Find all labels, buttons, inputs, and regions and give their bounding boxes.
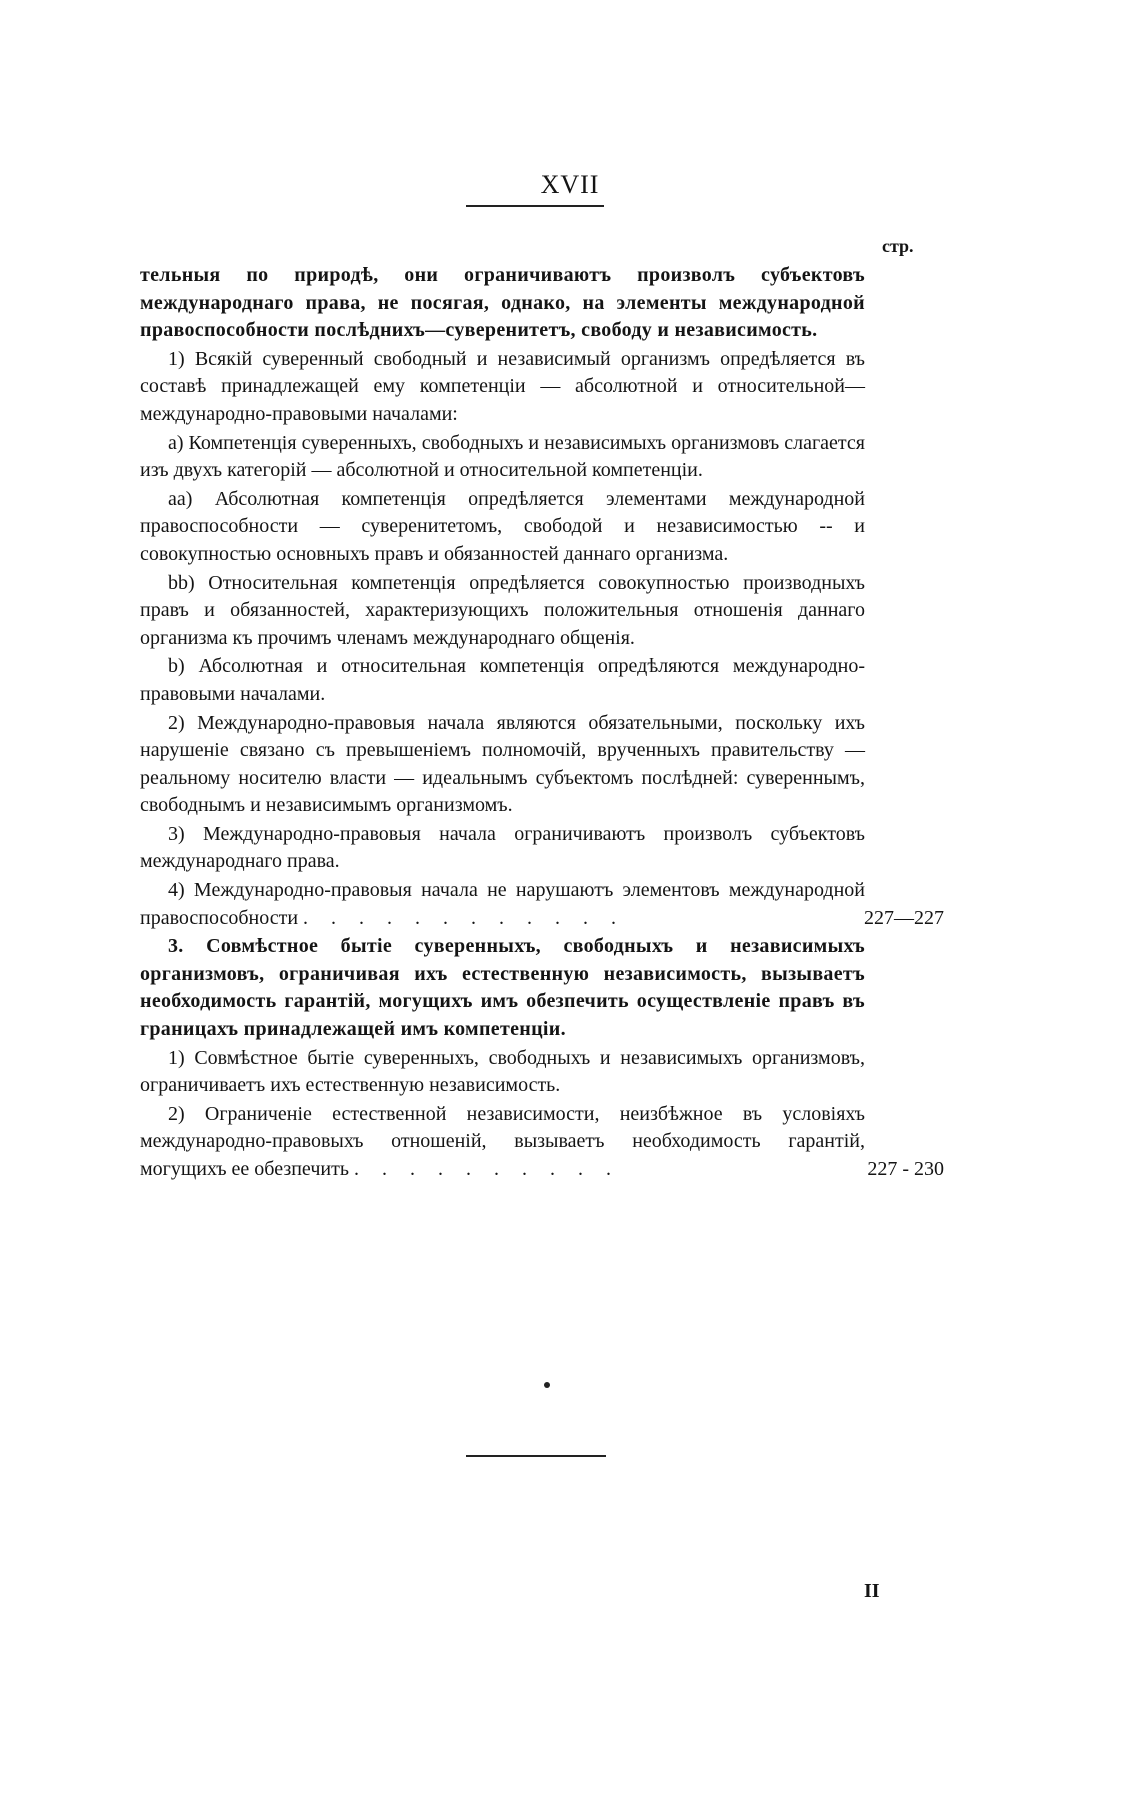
paragraph-item-a: a) Компетенція суверенныхъ, свободныхъ и независимыхъ организмовъ слагается изъ двухъ категорій — абсолютной и относительной компетенціи. [140,431,865,482]
page-range: 227—227 [864,906,944,929]
leader-dots: . . . . . . . . . . . . [303,906,626,929]
toc-entry-section3-item-2 [140,1101,944,1184]
page-column-label: стр. [882,236,914,256]
header-rule [466,205,604,207]
page-range: 227 - 230 [867,1158,944,1180]
page-number: XVII [540,170,600,199]
toc-entry-text: 2) Ограниченіе естественной независимости, неизбѣжное въ условіяхъ международно-правовыхъ отношеній, вызываетъ необходимость гарантій, могущихъ ее обезпечить [140,1102,865,1180]
paragraph-item-bb: bb) Относительная компетенція опредѣляется совокупностью производныхъ правъ и обязанностей, характеризующихъ положительныя отношенія даннаго организма къ прочимъ членамъ международнаго общенія. [140,571,865,649]
table-of-contents-body [140,262,944,1185]
toc-entry-text: 4) Международно-правовыя начала не нарушаютъ элементовъ международной правоспособности [140,879,865,929]
paragraph-item-2: 2) Международно-правовыя начала являются обязательными, поскольку ихъ нарушеніе связано съ превышеніемъ полномочій, врученныхъ правительству — реальному носителю власти — идеальнымъ субъектомъ послѣдней: сувереннымъ, свободнымъ и независимымъ организмомъ. [140,711,865,817]
signature-mark: II [864,1580,880,1602]
paragraph-section3-item-1: 1) Совмѣстное бытіе суверенныхъ, свободныхъ и независимыхъ организмовъ, ограничиваетъ ихъ естественную независимость. [140,1046,865,1097]
paragraph-item-b: b) Абсолютная и относительная компетенція опредѣляются международно-правовыми началами. [140,655,865,705]
section-heading-3: 3. Совмѣстное бытіе суверенныхъ, свободныхъ и независимыхъ организмовъ, ограничивая ихъ естественную независимость, вызываетъ необходимость гарантій, могущихъ имъ обезпечить осуществленіе правъ въ границахъ принадлежащей имъ компетенціи. [140,935,865,1041]
leader-dots: . . . . . . . . . . [353,1158,620,1180]
paragraph-item-aa: aa) Абсолютная компетенція опредѣляется элементами международной правоспособности — суверенитетомъ, свободой и независимостью -- и совокупностью основныхъ правъ и обязанностей даннаго организма. [140,487,865,565]
toc-entry-item-4 [140,877,944,932]
closing-rule [466,1455,606,1457]
paragraph-item-1: 1) Всякій суверенный свободный и независимый организмъ опредѣляется въ составѣ принадлежащей ему компетенціи — абсолютной и относительной—международно-правовыми началами: [140,347,865,425]
paragraph-continuation: тельныя по природѣ, они ограничиваютъ произволъ субъектовъ международнаго права, не посягая, однако, на элементы международной правоспособности послѣднихъ—суверенитетъ, свободу и независимость. [140,264,865,342]
ink-dot [544,1382,550,1388]
paragraph-item-3: 3) Международно-правовыя начала ограничиваютъ произволъ субъектовъ международнаго права. [140,822,865,873]
